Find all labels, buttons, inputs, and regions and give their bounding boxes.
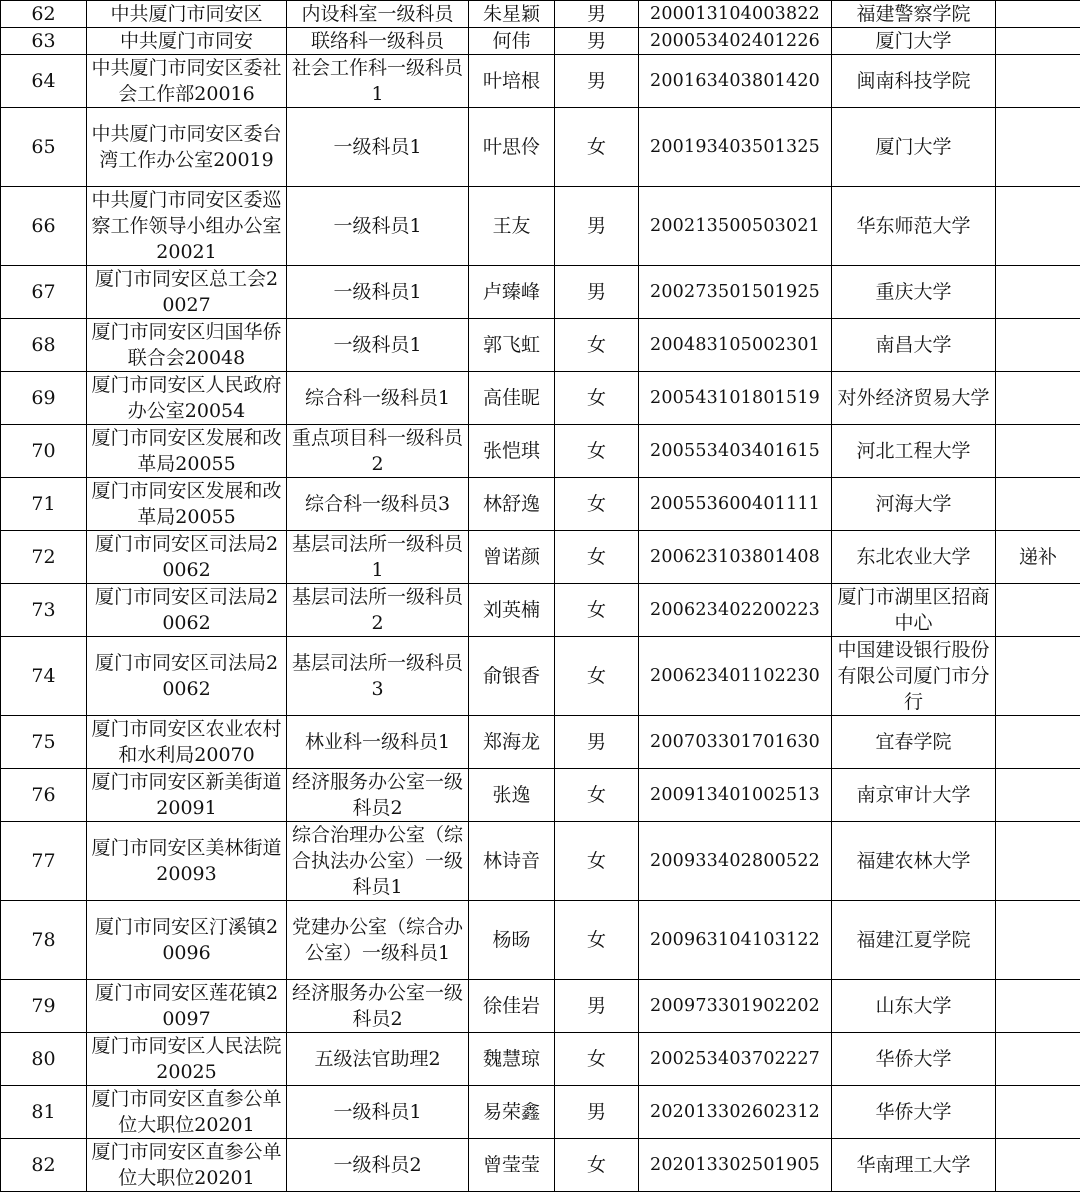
row-number: 75 [1, 716, 87, 769]
position-cell: 综合治理办公室（综合执法办公室）一级科员1 [287, 822, 469, 901]
table-row [1, 425, 1080, 478]
row-number: 80 [1, 1033, 87, 1086]
table-row [1, 531, 1080, 584]
row-number: 72 [1, 531, 87, 584]
position-cell: 一级科员1 [287, 266, 469, 319]
unit-cell: 厦门市同安区直参公单位大职位20201 [87, 1086, 287, 1139]
note-cell [996, 980, 1080, 1033]
table-row [1, 1139, 1080, 1192]
unit-cell: 厦门市同安区归国华侨联合会20048 [87, 319, 287, 372]
position-cell: 基层司法所一级科员3 [287, 637, 469, 716]
name-cell: 魏慧琼 [469, 1033, 555, 1086]
unit-cell: 厦门市同安区莲花镇20097 [87, 980, 287, 1033]
school-cell: 重庆大学 [832, 266, 996, 319]
row-number: 79 [1, 980, 87, 1033]
note-cell [996, 55, 1080, 108]
row-number: 71 [1, 478, 87, 531]
table-row [1, 108, 1080, 187]
gender-cell: 女 [555, 584, 639, 637]
gender-cell: 女 [555, 1139, 639, 1192]
gender-cell: 女 [555, 901, 639, 980]
ticket-number-cell: 200483105002301 [639, 319, 832, 372]
school-cell: 华东师范大学 [832, 187, 996, 266]
position-cell: 综合科一级科员3 [287, 478, 469, 531]
note-cell [996, 716, 1080, 769]
table-row [1, 901, 1080, 980]
position-cell: 一级科员1 [287, 108, 469, 187]
gender-cell: 女 [555, 319, 639, 372]
row-number: 65 [1, 108, 87, 187]
row-number: 74 [1, 637, 87, 716]
position-cell: 基层司法所一级科员1 [287, 531, 469, 584]
position-cell: 一级科员1 [287, 187, 469, 266]
gender-cell: 男 [555, 716, 639, 769]
position-cell: 联络科一级科员 [287, 28, 469, 55]
row-number: 82 [1, 1139, 87, 1192]
table-row [1, 980, 1080, 1033]
ticket-number-cell: 200703301701630 [639, 716, 832, 769]
ticket-number-cell: 200273501501925 [639, 266, 832, 319]
position-cell: 基层司法所一级科员2 [287, 584, 469, 637]
ticket-number-cell: 200913401002513 [639, 769, 832, 822]
note-cell [996, 769, 1080, 822]
note-cell [996, 28, 1080, 55]
school-cell: 南京审计大学 [832, 769, 996, 822]
school-cell: 河海大学 [832, 478, 996, 531]
table-row [1, 769, 1080, 822]
row-number: 78 [1, 901, 87, 980]
ticket-number-cell: 200973301902202 [639, 980, 832, 1033]
row-number: 62 [1, 1, 87, 28]
school-cell: 华侨大学 [832, 1033, 996, 1086]
name-cell: 卢臻峰 [469, 266, 555, 319]
name-cell: 郑海龙 [469, 716, 555, 769]
name-cell: 朱星颖 [469, 1, 555, 28]
table-row [1, 55, 1080, 108]
gender-cell: 男 [555, 55, 639, 108]
school-cell: 对外经济贸易大学 [832, 372, 996, 425]
note-cell [996, 187, 1080, 266]
name-cell: 杨旸 [469, 901, 555, 980]
note-cell [996, 425, 1080, 478]
position-cell: 经济服务办公室一级科员2 [287, 769, 469, 822]
unit-cell: 厦门市同安区新美街道20091 [87, 769, 287, 822]
name-cell: 刘英楠 [469, 584, 555, 637]
school-cell: 厦门大学 [832, 28, 996, 55]
note-cell [996, 1, 1080, 28]
unit-cell: 厦门市同安区发展和改革局20055 [87, 478, 287, 531]
unit-cell: 厦门市同安区美林街道20093 [87, 822, 287, 901]
school-cell: 山东大学 [832, 980, 996, 1033]
row-number: 70 [1, 425, 87, 478]
ticket-number-cell: 200013104003822 [639, 1, 832, 28]
position-cell: 林业科一级科员1 [287, 716, 469, 769]
gender-cell: 男 [555, 266, 639, 319]
position-cell: 社会工作科一级科员1 [287, 55, 469, 108]
table-row [1, 1, 1080, 28]
position-cell: 综合科一级科员1 [287, 372, 469, 425]
position-cell: 内设科室一级科员 [287, 1, 469, 28]
table-row [1, 266, 1080, 319]
table-row [1, 372, 1080, 425]
position-cell: 五级法官助理2 [287, 1033, 469, 1086]
name-cell: 叶思伶 [469, 108, 555, 187]
row-number: 66 [1, 187, 87, 266]
row-number: 69 [1, 372, 87, 425]
ticket-number-cell: 200053402401226 [639, 28, 832, 55]
ticket-number-cell: 200963104103122 [639, 901, 832, 980]
note-cell [996, 637, 1080, 716]
unit-cell: 厦门市同安区总工会20027 [87, 266, 287, 319]
ticket-number-cell: 200553403401615 [639, 425, 832, 478]
ticket-number-cell: 200623402200223 [639, 584, 832, 637]
name-cell: 郭飞虹 [469, 319, 555, 372]
gender-cell: 女 [555, 372, 639, 425]
unit-cell: 中共厦门市同安区委台湾工作办公室20019 [87, 108, 287, 187]
gender-cell: 男 [555, 1, 639, 28]
ticket-number-cell: 200933402800522 [639, 822, 832, 901]
gender-cell: 女 [555, 637, 639, 716]
unit-cell: 厦门市同安区汀溪镇20096 [87, 901, 287, 980]
note-cell [996, 108, 1080, 187]
unit-cell: 厦门市同安区司法局20062 [87, 584, 287, 637]
gender-cell: 男 [555, 28, 639, 55]
name-cell: 张逸 [469, 769, 555, 822]
note-cell: 递补 [996, 531, 1080, 584]
gender-cell: 女 [555, 769, 639, 822]
school-cell: 闽南科技学院 [832, 55, 996, 108]
note-cell [996, 478, 1080, 531]
gender-cell: 男 [555, 1086, 639, 1139]
row-number: 68 [1, 319, 87, 372]
name-cell: 曾诺颜 [469, 531, 555, 584]
school-cell: 华南理工大学 [832, 1139, 996, 1192]
ticket-number-cell: 200623401102230 [639, 637, 832, 716]
school-cell: 福建农林大学 [832, 822, 996, 901]
table-row [1, 637, 1080, 716]
gender-cell: 男 [555, 187, 639, 266]
school-cell: 厦门市湖里区招商中心 [832, 584, 996, 637]
row-number: 81 [1, 1086, 87, 1139]
row-number: 77 [1, 822, 87, 901]
name-cell: 易荣鑫 [469, 1086, 555, 1139]
unit-cell: 中共厦门市同安区委巡察工作领导小组办公室20021 [87, 187, 287, 266]
unit-cell: 厦门市同安区发展和改革局20055 [87, 425, 287, 478]
gender-cell: 女 [555, 531, 639, 584]
table-row [1, 1086, 1080, 1139]
name-cell: 叶培根 [469, 55, 555, 108]
table-body [1, 1, 1080, 1192]
note-cell [996, 901, 1080, 980]
position-cell: 党建办公室（综合办公室）一级科员1 [287, 901, 469, 980]
table-row [1, 28, 1080, 55]
unit-cell: 厦门市同安区农业农村和水利局20070 [87, 716, 287, 769]
school-cell: 福建警察学院 [832, 1, 996, 28]
school-cell: 中国建设银行股份有限公司厦门市分行 [832, 637, 996, 716]
position-cell: 经济服务办公室一级科员2 [287, 980, 469, 1033]
row-number: 73 [1, 584, 87, 637]
gender-cell: 女 [555, 425, 639, 478]
unit-cell: 中共厦门市同安区 [87, 1, 287, 28]
row-number: 76 [1, 769, 87, 822]
ticket-number-cell: 200213500503021 [639, 187, 832, 266]
school-cell: 华侨大学 [832, 1086, 996, 1139]
name-cell: 曾莹莹 [469, 1139, 555, 1192]
position-cell: 一级科员1 [287, 319, 469, 372]
school-cell: 厦门大学 [832, 108, 996, 187]
note-cell [996, 584, 1080, 637]
ticket-number-cell: 200623103801408 [639, 531, 832, 584]
table-row [1, 716, 1080, 769]
note-cell [996, 319, 1080, 372]
note-cell [996, 822, 1080, 901]
school-cell: 东北农业大学 [832, 531, 996, 584]
row-number: 67 [1, 266, 87, 319]
name-cell: 张恺琪 [469, 425, 555, 478]
ticket-number-cell: 200543101801519 [639, 372, 832, 425]
unit-cell: 厦门市同安区直参公单位大职位20201 [87, 1139, 287, 1192]
school-cell: 宜春学院 [832, 716, 996, 769]
name-cell: 徐佳岩 [469, 980, 555, 1033]
note-cell [996, 1139, 1080, 1192]
unit-cell: 厦门市同安区人民政府办公室20054 [87, 372, 287, 425]
note-cell [996, 1086, 1080, 1139]
table-row [1, 822, 1080, 901]
ticket-number-cell: 200193403501325 [639, 108, 832, 187]
position-cell: 一级科员1 [287, 1086, 469, 1139]
name-cell: 王友 [469, 187, 555, 266]
table-row [1, 584, 1080, 637]
name-cell: 高佳昵 [469, 372, 555, 425]
table-row [1, 319, 1080, 372]
school-cell: 河北工程大学 [832, 425, 996, 478]
table-row [1, 478, 1080, 531]
ticket-number-cell: 200163403801420 [639, 55, 832, 108]
gender-cell: 女 [555, 478, 639, 531]
ticket-number-cell: 202013302501905 [639, 1139, 832, 1192]
row-number: 63 [1, 28, 87, 55]
ticket-number-cell: 200253403702227 [639, 1033, 832, 1086]
name-cell: 何伟 [469, 28, 555, 55]
note-cell [996, 266, 1080, 319]
table-row [1, 1033, 1080, 1086]
unit-cell: 厦门市同安区司法局20062 [87, 531, 287, 584]
gender-cell: 女 [555, 822, 639, 901]
name-cell: 俞银香 [469, 637, 555, 716]
name-cell: 林舒逸 [469, 478, 555, 531]
ticket-number-cell: 202013302602312 [639, 1086, 832, 1139]
note-cell [996, 372, 1080, 425]
ticket-number-cell: 200553600401111 [639, 478, 832, 531]
unit-cell: 中共厦门市同安区委社会工作部20016 [87, 55, 287, 108]
position-cell: 重点项目科一级科员2 [287, 425, 469, 478]
gender-cell: 女 [555, 108, 639, 187]
unit-cell: 厦门市同安区司法局20062 [87, 637, 287, 716]
name-cell: 林诗音 [469, 822, 555, 901]
position-cell: 一级科员2 [287, 1139, 469, 1192]
note-cell [996, 1033, 1080, 1086]
unit-cell: 厦门市同安区人民法院20025 [87, 1033, 287, 1086]
row-number: 64 [1, 55, 87, 108]
gender-cell: 女 [555, 1033, 639, 1086]
gender-cell: 男 [555, 980, 639, 1033]
unit-cell: 中共厦门市同安 [87, 28, 287, 55]
school-cell: 南昌大学 [832, 319, 996, 372]
table-row [1, 187, 1080, 266]
school-cell: 福建江夏学院 [832, 901, 996, 980]
